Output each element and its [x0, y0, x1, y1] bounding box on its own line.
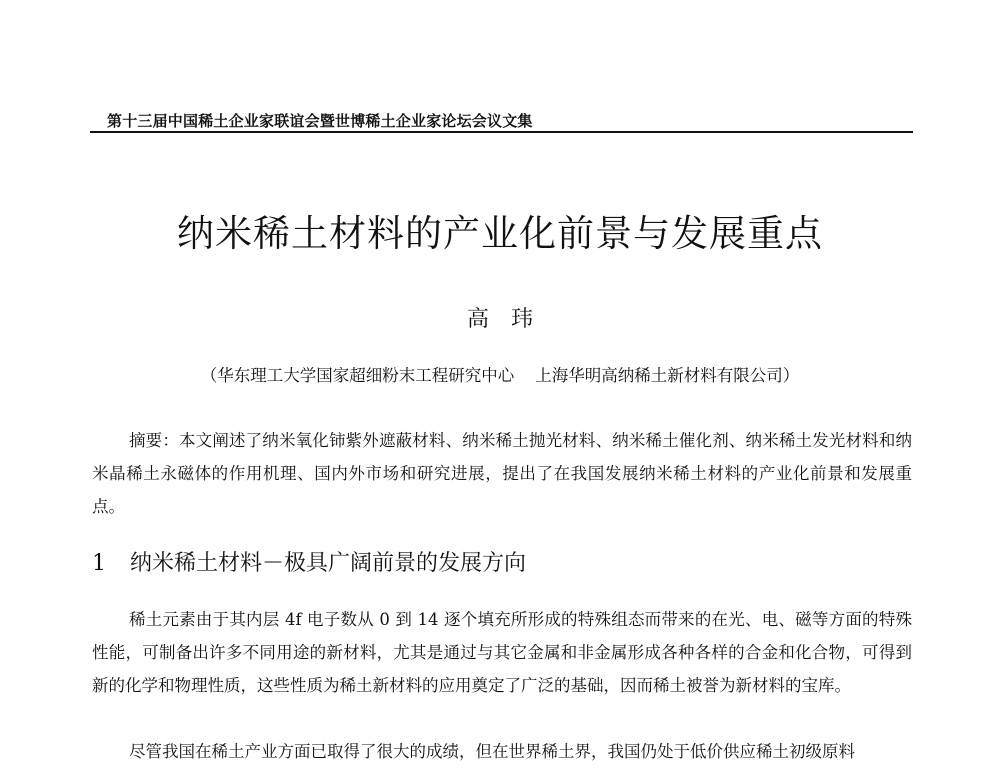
- author-affiliation: （华东理工大学国家超细粉末工程研究中心 上海华明高纳稀土新材料有限公司）: [200, 366, 800, 385]
- running-head: 第十三届中国稀土企业家联谊会暨世博稀土企业家论坛会议文集: [107, 112, 533, 130]
- body-paragraph: 尽管我国在稀土产业方面已取得了很大的成绩，但在世界稀土界，我国仍处于低价供应稀土初级原料: [129, 742, 855, 761]
- body-paragraph: 稀土元素由于其内层 4f 电子数从 0 到 14 逐个填充所形成的特殊组态而带来的在光、电、磁等方面的特殊性能，可制备出许多不同用途的新材料，尤其是通过与其它金属和非金属形成各种各样的合金和化合物，可得到新的化学和物理性质，这些性质为稀土新材料的应用奠定了广泛的基础，因而稀土被誉为新材料的宝库。: [92, 610, 912, 695]
- author-name: 高玮: [466, 307, 555, 332]
- section-title: 纳米稀土材料－极具广阔前景的发展方向: [130, 551, 527, 576]
- abstract-paragraph: 摘要：本文阐述了纳米氧化铈紫外遮蔽材料、纳米稀土抛光材料、纳米稀土催化剂、纳米稀土发光材料和纳米晶稀土永磁体的作用机理、国内外市场和研究进展，提出了在我国发展纳米稀土材料的产业化前景和发展重点。: [92, 431, 912, 516]
- article-title: 纳米稀土材料的产业化前景与发展重点: [177, 212, 823, 255]
- header-rule: [90, 131, 913, 133]
- section-number: 1: [92, 551, 106, 576]
- section-heading: [92, 546, 526, 577]
